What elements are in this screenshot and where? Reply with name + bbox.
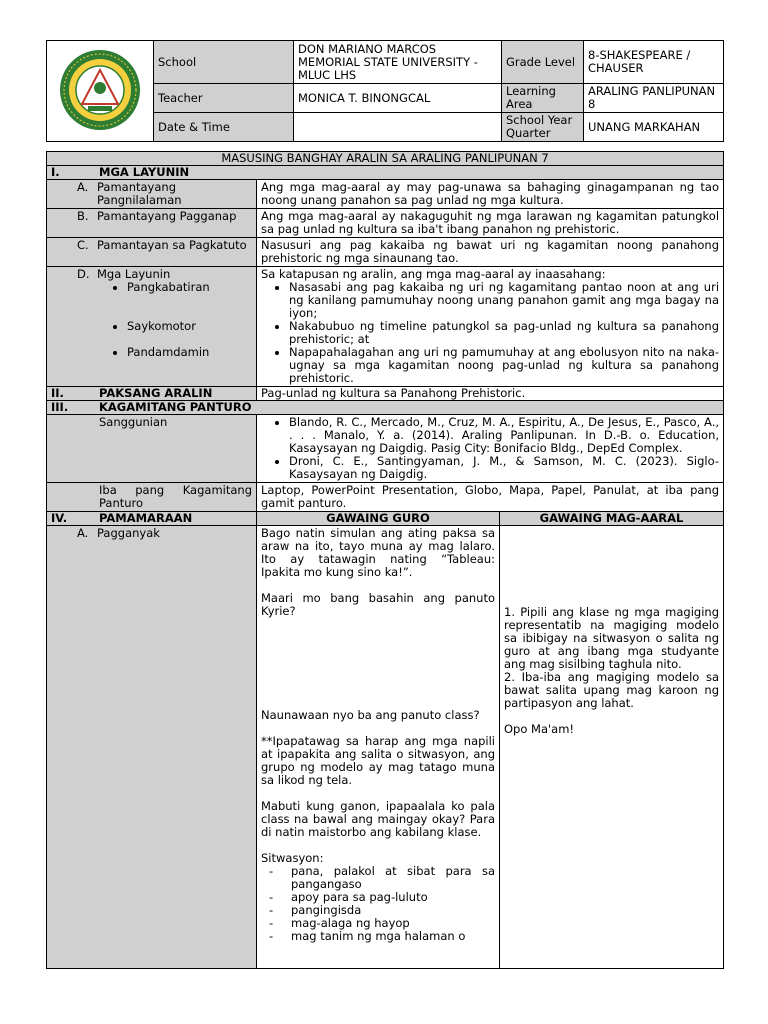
reference-item: • Droni, C. E., Santingyaman, J. M., & Samson, M. C. (2023). Siglo- Kasaysayan ng Daigdig. (289, 455, 719, 481)
row-text-b: Ang mga mag-aaral ay nakaguguhit ng mga larawan ng kagamitan patungkol sa pag unlad ng kultura sa iba't ibang panahon ng prehistoric. (257, 209, 724, 238)
row-label-b (47, 209, 257, 238)
sanggunian-label: Sanggunian (47, 415, 257, 483)
item-label: Pamantayang Pangnilalaman (97, 180, 182, 207)
section-paksa-header (47, 387, 257, 401)
section-pamamaraan-header (47, 512, 257, 526)
guro-paragraph: **Ipapatawag sa harap ang mga napili at ipapakita ang salita o sitwasyon, ang grupo ng modelo ay mag tatago muna sa likod ng tela. (261, 734, 495, 787)
header-table (46, 40, 724, 142)
guro-paragraph: Bago natin simulan ang ating paksa sa araw na ito, tayo muna ay mag lalaro. Ito ay tatawagin nating “Tableau: Ipakita mo kung sino ka!”. (261, 526, 495, 579)
grade-level-label: Grade Level (502, 41, 584, 84)
section-title: KAGAMITANG PANTURO (99, 400, 252, 414)
item-letter: A. (77, 526, 89, 540)
row-label-c (47, 238, 257, 267)
grade-level-value: 8-SHAKESPEARE / CHAUSER (584, 41, 724, 84)
pagganyak-label (47, 526, 257, 969)
objective-item: • Nakabubuo ng timeline patungkol sa pag-unlad ng kultura sa panahong prehistoric; at (289, 320, 719, 346)
item-label: Pamantayan sa Pagkatuto (97, 238, 247, 252)
situation-item: - mag tanim ng mga halaman o (291, 930, 495, 943)
paksa-text: Pag-unlad ng kultura sa Panahong Prehistoric. (257, 387, 724, 401)
school-seal-logo (58, 48, 142, 132)
guro-paragraph: Naunawaan nyo ba ang panuto class? (261, 708, 480, 722)
item-letter: C. (77, 238, 89, 252)
item-letter: A. (77, 180, 89, 194)
section-number: I. (51, 165, 60, 179)
school-value: DON MARIANO MARCOS MEMORIAL STATE UNIVERSITY - MLUC LHS (294, 41, 502, 84)
plan-title: MASUSING BANGHAY ARALIN SA ARALING PANLIPUNAN 7 (47, 152, 724, 166)
objective-type-affective: • Pandamdamin (127, 346, 252, 359)
section-number: II. (51, 386, 64, 400)
objectives-intro: Sa katapusan ng aralin, ang mga mag-aaral ay inaasahang: (261, 267, 606, 281)
section-title: PAKSANG ARALIN (99, 386, 213, 400)
row-text-d (257, 267, 724, 387)
section-number: IV. (51, 511, 68, 525)
iba-pang-kagamitan-text: Laptop, PowerPoint Presentation, Globo, Mapa, Papel, Panulat, at iba pang gamit panturo. (257, 483, 724, 512)
column-header-mag-aaral: GAWAING MAG-AARAL (500, 512, 724, 526)
situation-item: - mag-alaga ng hayop (291, 917, 495, 930)
situation-item: - pangingisda (291, 904, 495, 917)
section-title: PAMAMARAAN (99, 511, 193, 525)
item-label: Mga Layunin (97, 267, 171, 281)
guro-paragraph: Mabuti kung ganon, ipapaalala ko pala class na bawal ang maingay okay? Para di natin maistorbo ang kabilang klase. (261, 799, 495, 839)
item-letter: B. (77, 209, 89, 223)
school-year-quarter-label: School Year Quarter (502, 113, 584, 142)
section-title: MGA LAYUNIN (99, 165, 190, 179)
guro-paragraph: Maari mo bang basahin ang panuto Kyrie? (261, 591, 495, 618)
teacher-label: Teacher (154, 84, 294, 113)
school-year-quarter-value: UNANG MARKAHAN (584, 113, 724, 142)
school-label: School (154, 41, 294, 84)
section-number: III. (51, 400, 69, 414)
row-label-d (47, 267, 257, 387)
item-label: Pagganyak (97, 526, 160, 540)
objective-type-psychomotor: • Saykomotor (127, 320, 252, 333)
row-text-a: Ang mga mag-aaral ay may pag-unawa sa bahaging ginagampanan ng tao noong unang panahon sa pag unlad ng mga kultura. (257, 180, 724, 209)
row-label-a (47, 180, 257, 209)
situation-item: - apoy para sa pag-luluto (291, 891, 495, 904)
column-header-guro: GAWAING GURO (257, 512, 500, 526)
item-label: Pamantayang Pagganap (97, 209, 237, 223)
situation-item: - pana, palakol at sibat para sa pangangaso (291, 865, 495, 891)
objective-item: • Nasasabi ang pag kakaiba ng uri ng kagamitang pantao noon at ang uri ng kanilang pamumuhay noong unang panahon gamit ang mga bagay na iyon; (289, 281, 719, 320)
item-letter: D. (77, 267, 90, 281)
teacher-value: MONICA T. BINONGCAL (294, 84, 502, 113)
date-time-label: Date & Time (154, 113, 294, 142)
lesson-plan-table (46, 151, 724, 969)
mag-aaral-paragraph: 2. Iba-iba ang magiging modelo sa bawat salita upang mag karoon ng partipasyon ang lahat. (504, 670, 720, 710)
section-layunin-header (47, 166, 724, 180)
objective-item: • Napapahalagahan ang uri ng pamumuhay at ang ebolusyon nito na naka-ugnay sa mga kagamitan noong pag-unlad ng kultura sa panahong prehistoric. (289, 346, 719, 385)
reference-item: • Blando, R. C., Mercado, M., Cruz, M. A., Espiritu, A., De Jesus, E., Pasco, A., . . . Manalo, Y. a. (2014). Araling Panlipunan. In D.-B. o. Education, Kasaysayan ng Daigdig. Pasig City: Bonifacio Bldg., DepEd Complex. (289, 416, 719, 455)
gawaing-guro-cell (257, 526, 500, 969)
row-text-c: Nasusuri ang pag kakaiba ng bawat uri ng kagamitan noong panahong prehistoric ng mga sinaunang tao. (257, 238, 724, 267)
section-kagamitan-header (47, 401, 724, 415)
learning-area-label: Learning Area (502, 84, 584, 113)
iba-pang-kagamitan-label: Iba pang Kagamitang Panturo (47, 483, 257, 512)
gawaing-mag-aaral-cell (500, 526, 724, 969)
objective-type-cognitive: • Pangkabatiran (127, 281, 252, 294)
guro-paragraph: Sitwasyon: (261, 851, 324, 865)
school-logo-cell (47, 41, 154, 142)
mag-aaral-paragraph: Opo Ma'am! (504, 722, 575, 736)
date-time-value (294, 113, 502, 142)
references-cell (257, 415, 724, 483)
learning-area-value: ARALING PANLIPUNAN 8 (584, 84, 724, 113)
mag-aaral-paragraph: 1. Pipili ang klase ng mga magiging representatib na magiging modelo sa ibibigay na sitwasyon o salita ng guro at ang ibang mga studyante ang mag sisilbing taghula nito. (504, 605, 720, 671)
